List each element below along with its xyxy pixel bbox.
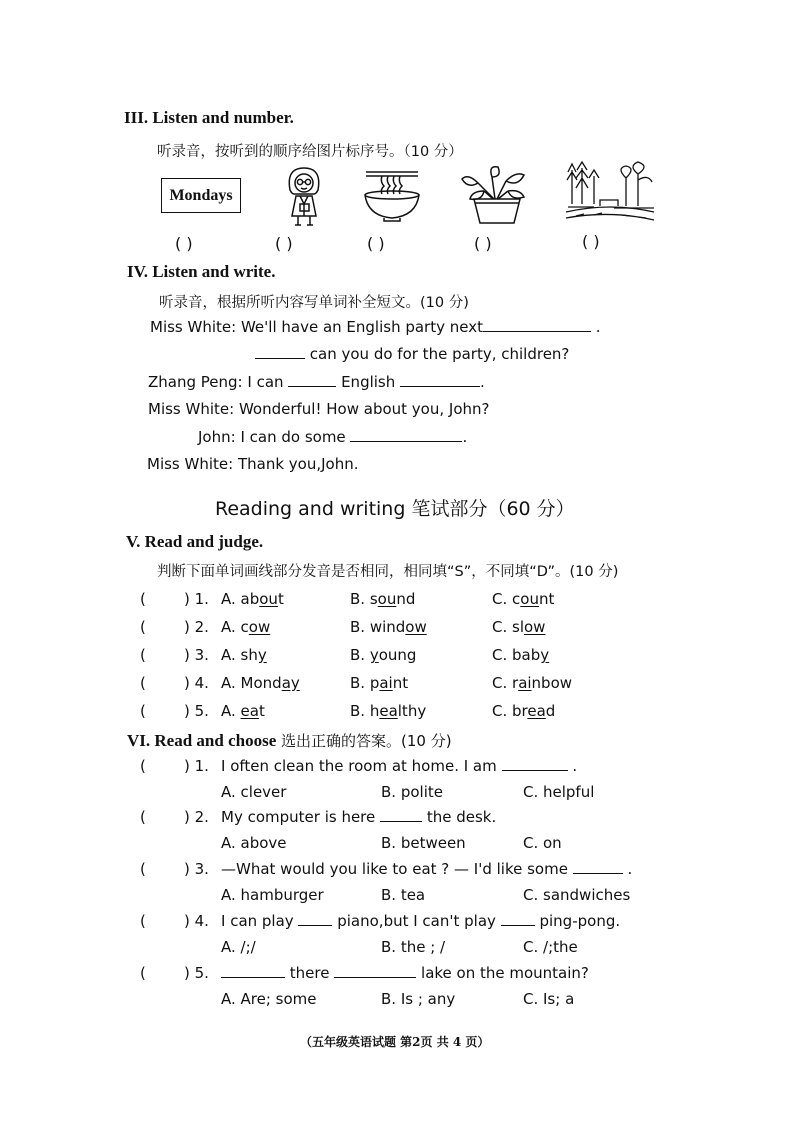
option-text: nt xyxy=(538,590,555,608)
option-text: C. sl xyxy=(492,618,524,636)
question-part: the desk. xyxy=(426,808,497,826)
option-text: B. h xyxy=(350,702,380,720)
underlined-letters: ow xyxy=(524,618,546,636)
option-text: t xyxy=(258,702,265,720)
blank-line[interactable] xyxy=(400,385,480,387)
line-text: can you do for the party, children? xyxy=(309,345,570,363)
open-paren[interactable]: ( xyxy=(140,757,146,775)
option-text: C. br xyxy=(492,702,528,720)
blank-line[interactable] xyxy=(350,440,462,442)
teacher-icon xyxy=(278,164,330,228)
blank-line[interactable] xyxy=(334,976,416,978)
question-part: lake on the mountain? xyxy=(421,964,589,982)
question-part: . xyxy=(572,757,578,775)
option-b[interactable]: B. tea xyxy=(381,886,426,904)
answer-paren-4[interactable]: ( ) xyxy=(474,234,492,253)
line-end: . xyxy=(595,318,601,336)
option-b[interactable]: B. polite xyxy=(381,783,443,801)
option-c[interactable]: C. helpful xyxy=(523,783,595,801)
item-number: ) 5. xyxy=(184,702,209,720)
line-end: . xyxy=(480,373,485,391)
option-c[interactable]: C. on xyxy=(523,834,562,852)
option-text: oung xyxy=(378,646,417,664)
option-c[interactable]: C. /;the xyxy=(523,938,578,956)
option-text: B. wind xyxy=(350,618,406,636)
underlined-letters: ea xyxy=(379,702,398,720)
underlined-letters: ow xyxy=(405,618,427,636)
line-end: . xyxy=(462,428,468,446)
option-a xyxy=(221,590,284,608)
option-a xyxy=(221,618,270,636)
question-text xyxy=(221,757,577,775)
line-text: I can do some xyxy=(240,428,346,446)
option-c[interactable]: C. Is; a xyxy=(523,990,575,1008)
open-paren[interactable]: ( xyxy=(140,646,146,664)
part-heading-cn: 笔试部分（60 分） xyxy=(411,498,575,520)
underlined-letters: ou xyxy=(520,590,539,608)
blank-line[interactable] xyxy=(255,357,305,359)
blank-line[interactable] xyxy=(380,820,422,822)
underlined-letters: ai xyxy=(518,674,532,692)
option-text: lthy xyxy=(397,702,427,720)
option-a[interactable]: A. Are; some xyxy=(221,990,317,1008)
open-paren[interactable]: ( xyxy=(140,964,146,982)
option-b[interactable]: B. Is ; any xyxy=(381,990,456,1008)
park-trees-icon xyxy=(564,160,656,224)
option-text: C. r xyxy=(492,674,519,692)
open-paren[interactable]: ( xyxy=(140,912,146,930)
underlined-letters: ea xyxy=(527,702,546,720)
underlined-letters: ea xyxy=(240,702,259,720)
option-b xyxy=(350,618,427,636)
speaker: John: xyxy=(198,428,236,446)
speaker: Miss White: xyxy=(148,400,235,418)
option-c xyxy=(492,674,572,692)
option-text: C. c xyxy=(492,590,521,608)
option-text: B. s xyxy=(350,590,378,608)
answer-paren-1[interactable]: ( ) xyxy=(175,234,193,253)
answer-paren-3[interactable]: ( ) xyxy=(367,234,385,253)
option-a[interactable]: A. hamburger xyxy=(221,886,324,904)
option-text: t xyxy=(277,590,284,608)
item-number: ) 3. xyxy=(184,860,209,878)
section-5-instruction: 判断下面单词画线部分发音是否相同，相同填“S”，不同填“D”。(10 分) xyxy=(157,564,619,580)
section-5-title: V. Read and judge. xyxy=(126,532,264,551)
underlined-letters: ai xyxy=(379,674,393,692)
section-4-instruction: 听录音，根据所听内容写单词补全短文。(10 分) xyxy=(159,295,469,311)
answer-paren-2[interactable]: ( ) xyxy=(275,234,293,253)
open-paren[interactable]: ( xyxy=(140,702,146,720)
open-paren[interactable]: ( xyxy=(140,590,146,608)
line-text: I can xyxy=(247,373,284,391)
dialogue-line-6 xyxy=(147,455,359,473)
option-text: A. sh xyxy=(221,646,258,664)
option-text: A. Mond xyxy=(221,674,282,692)
speaker: Miss White: xyxy=(150,318,237,336)
answer-paren-5[interactable]: ( ) xyxy=(582,232,600,251)
section-6-title-en: VI. Read and choose xyxy=(127,731,277,750)
speaker: Miss White: xyxy=(147,455,234,473)
underlined-letters: y xyxy=(369,646,379,664)
question-text xyxy=(221,964,589,982)
part-heading xyxy=(215,494,575,521)
line-text: We'll have an English party next xyxy=(240,318,483,336)
underlined-letters: y xyxy=(257,646,267,664)
blank-line[interactable] xyxy=(501,924,535,926)
noodles-bowl-icon xyxy=(360,168,424,224)
line-text: Thank you,John. xyxy=(237,455,359,473)
section-3-title: III. Listen and number. xyxy=(124,108,294,127)
question-text xyxy=(221,860,632,878)
underlined-letters: ay xyxy=(281,674,300,692)
word-card-text: Mondays xyxy=(169,186,233,204)
option-a[interactable]: A. clever xyxy=(221,783,287,801)
section-3-instruction: 听录音，按听到的顺序给图片标序号。（10 分） xyxy=(157,144,463,160)
question-part: My computer is here xyxy=(221,808,376,826)
option-c xyxy=(492,646,549,664)
question-part: —What would you like to eat ? — I'd like some xyxy=(221,860,568,878)
question-text xyxy=(221,912,620,930)
option-c xyxy=(492,590,554,608)
option-text: A. c xyxy=(221,618,249,636)
blank-line[interactable] xyxy=(573,872,623,874)
option-text: d xyxy=(545,702,556,720)
question-part: ping-pong. xyxy=(539,912,621,930)
blank-line[interactable] xyxy=(298,924,332,926)
item-number: ) 2. xyxy=(184,808,209,826)
option-text: nbow xyxy=(531,674,573,692)
open-paren[interactable]: ( xyxy=(140,618,146,636)
option-b xyxy=(350,674,408,692)
dialogue-line-2 xyxy=(255,345,569,363)
item-number: ) 2. xyxy=(184,618,209,636)
open-paren[interactable]: ( xyxy=(140,674,146,692)
option-b xyxy=(350,590,415,608)
question-part: piano,but I can't play xyxy=(337,912,496,930)
page-footer: （五年级英语试题 第2页 共 4 页） xyxy=(300,1035,490,1049)
item-number: ) 4. xyxy=(184,912,209,930)
option-c xyxy=(492,702,555,720)
section-4-title: IV. Listen and write. xyxy=(127,262,276,281)
question-text xyxy=(221,808,496,826)
blank-line[interactable] xyxy=(221,976,285,978)
part-heading-en: Reading and writing xyxy=(215,498,406,520)
underlined-letters: ou xyxy=(377,590,397,608)
item-number: ) 5. xyxy=(184,964,209,982)
option-a xyxy=(221,702,265,720)
dialogue-line-3 xyxy=(148,373,485,391)
dialogue-line-5 xyxy=(198,428,467,446)
line-text: English xyxy=(341,373,396,391)
option-text: A. xyxy=(221,702,241,720)
option-text: A. ab xyxy=(221,590,260,608)
question-part: I often clean the room at home. I am xyxy=(221,757,497,775)
option-a xyxy=(221,674,300,692)
option-b xyxy=(350,702,426,720)
blank-line[interactable] xyxy=(288,385,336,387)
dialogue-line-1 xyxy=(150,318,601,336)
line-text: Wonderful! How about you, John? xyxy=(238,400,490,418)
item-number: ) 4. xyxy=(184,674,209,692)
option-c[interactable]: C. sandwiches xyxy=(523,886,631,904)
option-a xyxy=(221,646,267,664)
item-number: ) 3. xyxy=(184,646,209,664)
word-card xyxy=(161,178,241,213)
underlined-letters: y xyxy=(540,646,550,664)
option-text: B. xyxy=(350,646,370,664)
option-c xyxy=(492,618,545,636)
open-paren[interactable]: ( xyxy=(140,860,146,878)
option-text: C. bab xyxy=(492,646,541,664)
underlined-letters: ow xyxy=(248,618,271,636)
option-b[interactable]: B. between xyxy=(381,834,466,852)
potted-plant-icon xyxy=(458,165,536,227)
dialogue-line-4 xyxy=(148,400,489,418)
option-b xyxy=(350,646,416,664)
option-a[interactable]: A. above xyxy=(221,834,287,852)
open-paren[interactable]: ( xyxy=(140,808,146,826)
item-number: ) 1. xyxy=(184,590,209,608)
item-number: ) 1. xyxy=(184,757,209,775)
option-b[interactable]: B. the ; / xyxy=(381,938,446,956)
blank-line[interactable] xyxy=(483,330,591,332)
option-text: nd xyxy=(396,590,416,608)
question-part: I can play xyxy=(221,912,294,930)
question-part: . xyxy=(627,860,633,878)
speaker: Zhang Peng: xyxy=(148,373,243,391)
option-a[interactable]: A. /;/ xyxy=(221,938,256,956)
underlined-letters: ou xyxy=(259,590,278,608)
option-text: nt xyxy=(392,674,409,692)
section-6-title xyxy=(127,730,452,751)
section-6-title-cn: 选出正确的答案。(10 分) xyxy=(276,732,452,750)
option-text: B. p xyxy=(350,674,380,692)
question-part: there xyxy=(289,964,330,982)
blank-line[interactable] xyxy=(502,769,568,771)
